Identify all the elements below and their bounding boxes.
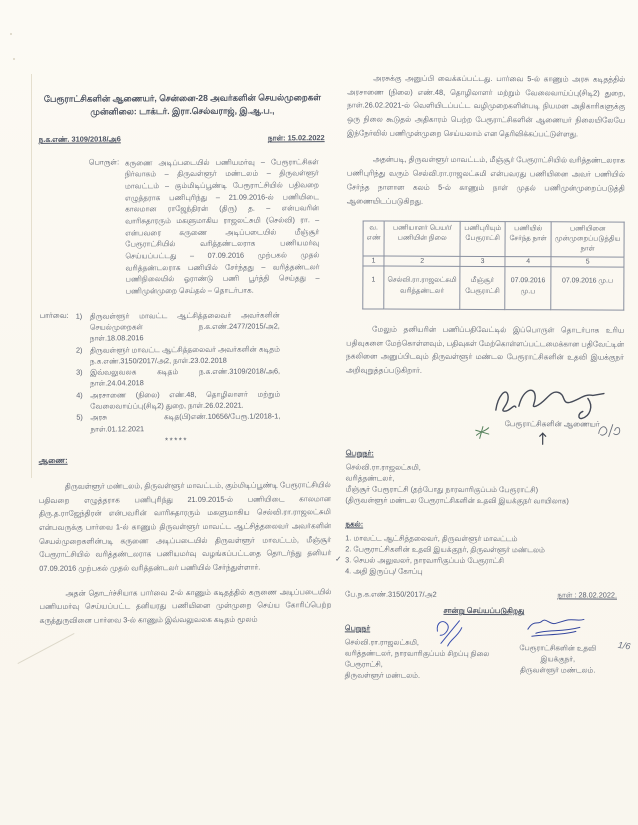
column-header: வ. எண் [363, 221, 384, 256]
order-label: ஆணை: [38, 455, 68, 465]
subject-block [89, 156, 330, 298]
table-row [363, 266, 624, 310]
paper-crease [18, 633, 75, 664]
copy-item [345, 566, 623, 578]
references-block [40, 309, 331, 435]
document-date: நாள்: 15.02.2022 [267, 132, 325, 143]
document-page-1 [36, 91, 331, 628]
column-header: பணியாளர் பெயர்/ பணியின் நிலை [384, 221, 460, 256]
column-number: 2 [384, 256, 460, 266]
check-mark-icon: ✓ [335, 554, 342, 564]
copy-text: அதி இருப்பு/ கோப்பு [353, 566, 423, 577]
recipient-line: செல்வி.ரா.ராஜலட்சுமி, [345, 462, 421, 472]
recipient-line: வரித்தண்டலர், [345, 473, 395, 483]
copy-num: 4. [345, 566, 352, 576]
reference-num: 3) [76, 367, 83, 377]
order-directive-paragraph: அதன்படி, திருவள்ளூர் மாவட்டம், மீஞ்சூர் பேரூராட்சியில் வரித்தண்டலராக பணிபுரிந்து வரும் செல்வி.ரா.ராஜலட்சுமி என்பவரது பணியினை அவர் பணியில் சேர்ந்த நாளான கலம் 5-ல் காணும் நாள் முதல் பணிமுன்முறைப்படுத்தி ஆணையிடப்படுகிறது. [346, 154, 625, 206]
cell-serial: 1 [363, 266, 384, 309]
arrow-mark-icon [538, 431, 548, 445]
final-recipient-block [345, 623, 503, 681]
copy-text: பேரூராட்சிகளின் உதவி இயக்குநர், திருவள்ளூர் மண்டலம் [353, 544, 545, 555]
final-recipient-line: திருவள்ளூர் மண்டலம். [344, 670, 420, 680]
reference-num: 5) [76, 412, 83, 423]
copy-text: செயல் அலுவலர், நாரவாரிகுப்பம் பேரூராட்சி [353, 555, 504, 566]
green-initial-icon [474, 424, 492, 440]
column-header: பணியில் சேர்ந்த நாள் [505, 222, 552, 257]
assistant-director-signature-icon [522, 616, 594, 642]
references-list [76, 309, 281, 435]
signature2-designation-line: திருவள்ளூர் மண்டலம். [520, 665, 596, 675]
assistant-director-signature-block [503, 624, 632, 682]
handwritten-page-mark: 1/6 [617, 640, 632, 652]
stars-separator: ***** [164, 435, 189, 446]
reference-number-line [39, 133, 325, 145]
cell-town-panchayat: மீஞ்சூர் பேரூராட்சி [460, 267, 505, 310]
copy-num: 3. [345, 555, 352, 565]
recipient-label: பெறுநர்: [345, 448, 374, 458]
reference-text: அரசு கடித(பி)எண்.10656/பேரூ.1/2018-1, நாள்.01.12.2021 [90, 411, 281, 434]
reference-item [76, 309, 280, 344]
copy-label: நகல்: [345, 519, 364, 529]
reference-item [76, 343, 280, 367]
table-header-row [363, 221, 624, 257]
column-number: 3 [460, 257, 505, 267]
commissioner-signature-icon [488, 380, 610, 425]
presence-line: முன்னிலை: டாக்டர். இரா.செல்வராஜ், இ.ஆ.ப., [90, 105, 275, 117]
cell-joining-date: 07.09.2016 மு.ப [505, 267, 552, 310]
order-paragraph-2: அதன் தொடர்ச்சியாக பார்வை 2-ல் காணும் கடிதத்தில் கருணை அடிப்படையில் பணியமர்வு செய்யப்பட்ட தனியரது பணியினை முன்முறை செய்ய கோரிப்பெற்ற கருத்துருவினை பார்வை 3-ல் காணும் இவ்வலுவலக கடிதம் மூலம் [39, 586, 332, 626]
final-recipient-line: வரித்தண்டலர், நாரவாரிகுப்பம் சிறப்பு நிலை பேரூராட்சி, [344, 648, 490, 669]
reference-text: திருவள்ளூர் மாவட்ட ஆட்சித்தலைவர் அவர்களின் செயல்முறைகள் ந.க.எண்.2477/2015/அ2, நாள்.18.08.2016 [89, 310, 280, 343]
file-number: ந.க.எண். 3109/2018/அ6 [38, 134, 121, 144]
copy-to-block [335, 518, 623, 578]
handwritten-mark-icon [596, 422, 622, 438]
paper-edge-line [31, 74, 32, 478]
page-title [36, 91, 328, 119]
bottom-address-signature-row [344, 623, 632, 682]
column-number: 1 [363, 256, 384, 266]
copy-text: மாவட்ட ஆட்சித்தலைவர், திருவள்ளூர் மாவட்டம் [353, 533, 518, 544]
signature2-designation-line: பேரூராட்சிகளின் உதவி இயக்குநர், [519, 643, 597, 664]
reference-num: 1) [75, 311, 83, 321]
reference-text: இவ்வலுவலக கடிதம் ந.க.எண்.3109/2018/அ6, நாள்.24.04.2018 [90, 366, 281, 389]
column-header: பணியினை முன்முறைப்படுத்திய நாள் [551, 222, 624, 257]
column-number: 4 [505, 257, 551, 267]
office-title: பேரூராட்சிகளின் ஆணையர், சென்னை-28 அவர்களின் செயல்முறைகள் [43, 92, 321, 104]
subject-text: கருணை அடிப்படையில் பணியமர்வு – பேரூராட்சிகள் நிர்வாகம் – திருவள்ளூர் மண்டலம் – திருவள்ளூர் மாவட்டம் – கும்மிடிப்பூண்டி பேரூராட்சியில் பதிவறை எழுத்தராக பணிபுரிந்து – 21.09.2016-ல் பணியிடை காலமான ராஜேந்திரன் (திரு) த. – என்பவரின் வாரிசுதாரரும் மகளுமாகிய ராஜலட்சுமி (செல்வி) ரா. – என்பவரை கருணை அடிப்படையில் மீஞ்சூர் பேரூராட்சியில் வரித்தண்டலராக பணியமர்வு செய்யப்பட்டது – 07.09.2016 முற்பகல் முதல் வரித்தண்டலராக பணியில் சேர்ந்தது – வரித்தண்டலர் பணிநிலையில் ஓராண்டு பணி பூர்த்தி செய்தது – பணிமுன்முறை செய்தல் – தொடர்பாக. [124, 156, 320, 296]
recipient-block [345, 447, 623, 507]
reference-item [76, 411, 280, 435]
endorsement-line [345, 590, 623, 601]
recipient-line: மீஞ்சூர் பேரூராட்சி (தற்போது நாரவாரிகுப்பம் பேரூராட்சி) [345, 484, 539, 495]
endorsement-ref-number: பே.ந.க.எண்.3150/2017/அ2 [344, 589, 437, 600]
order-paragraph-1: திருவள்ளூர் மண்டலம், திருவள்ளூர் மாவட்டம், கும்மிடிப்பூண்டி பேரூராட்சியில் பதிவறை எழுத்தராக பணிபுரிந்து 21.09.2015-ல் பணியிடை காலமான திரு.த.ராஜேந்திரன் என்பவரின் வாரிசுதாரரும் மகளுமாகிய செல்வி.ரா.ராஜலட்சுமி என்பவருக்கு பார்வை 1-ல் காணும் திருவள்ளூர் மாவட்ட ஆட்சித்தலைவர் அவர்களின் செயல்முறைகளின்படி கருணை அடிப்படையில் திருவள்ளூர் மாவட்டம், மீஞ்சூர் பேரூராட்சியில் வரித்தண்டலராக பணியமர்வு வழங்கப்பட்டதை தொடர்ந்து தனியர் 07.09.2016 முற்பகல் முதல் வரித்தண்டலர் பணியில் சேர்ந்துள்ளார். [38, 480, 332, 573]
reference-num: 4) [76, 390, 83, 400]
column-number: 5 [551, 257, 624, 267]
signature-designation: பேரூராட்சிகளின் ஆணையர் [504, 418, 600, 429]
copy-num: 1. [345, 533, 352, 543]
cell-employee-name: செல்வி.ரா.ராஜலட்சுமி வரித்தண்டலர் [384, 266, 460, 309]
final-recipient-label: பெறுநர் [344, 623, 371, 633]
column-header: பணிபுரியும் பேரூராட்சி [460, 222, 505, 257]
reference-item [76, 388, 280, 412]
commissioner-signature-area [346, 377, 624, 444]
recipient-line: (திருவள்ளூர் மண்டல பேரூராட்சிகளின் உதவி இயக்குநர் வாயிலாக) [345, 495, 569, 506]
regularization-table [362, 221, 624, 311]
reference-text: அரசாணை (நிலை) எண்.48, தொழிலாளர் மற்றும் வேலைவாய்ப்பு(சிடி2) துறை, நாள்.26.02.2021. [90, 389, 281, 411]
scan-speck [10, 33, 12, 35]
cell-regularization-date: 07.09.2016 மு.ப [551, 267, 624, 310]
subject-label: பொருள்: [88, 157, 120, 167]
references-label: பார்வை: [39, 310, 69, 320]
copy-num: 2. [345, 544, 352, 554]
attestation-line: சான்று செய்யப்படுகிறது [443, 606, 525, 616]
instruction-paragraph: மேலும் தனியரின் பணிப்பதிவேட்டில் இப்பொருள் தொடர்பாக உரிய பதிவுகளை மேற்கொள்ளவும், பதிவுகள் மேற்கொள்ளப்பட்டமைக்கான பதிவேட்டின் நகலினை அனுப்பிடவும் திருவள்ளூர் மண்டல பேரூராட்சிகளின் உதவி இயக்குநர் அறிவுறுத்தப்படுகிறார். [345, 324, 625, 375]
reference-text: திருவள்ளூர் மாவட்ட ஆட்சித்தலைவர் அவர்களின் கடிதம் ந.க.எண்.3150/2017/அ2, நாள்.23.02.2018 [89, 343, 280, 366]
continuation-paragraph: அரசுக்கு அனுப்பி வைக்கப்பட்டது. பார்வை 5-ல் காணும் அரசு கடிதத்தில் அரசாணை (நிலை) எண்.48, தொழிலாளர் மற்றும் வேலைவாய்ப்பு(சிடி2) துறை, நாள்.26.02.2021-ல் வெளியிடப்பட்ட வழிமுறைகளின்படி நியமன அதிகாரிகளுக்கு ஒரு நிலை கூடுதல் அதிகாரம் பெற்ற பேரூராட்சிகளின் ஆணையர் நிலையிலேயே இந்நேர்வில் பணிமுன்முறை செய்யலாம் என தெரிவிக்கப்பட்டுள்ளது. [347, 73, 626, 139]
document-page-2 [335, 57, 632, 681]
scan-speck [13, 58, 15, 60]
reference-item [76, 366, 280, 390]
reference-num: 2) [75, 345, 83, 355]
endorsement-date: நாள் : 28.02.2022. [557, 590, 618, 601]
final-recipient-line: செல்வி.ரா.ராஜலட்சுமி, [344, 636, 419, 647]
